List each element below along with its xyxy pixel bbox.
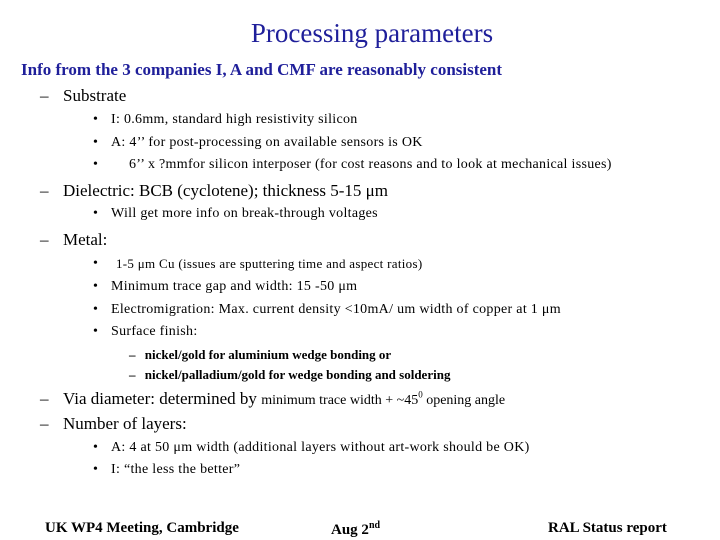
- footer-report: RAL Status report: [548, 520, 667, 536]
- metal-bullet-4: • Surface finish:: [93, 324, 198, 339]
- substrate-bullet-2: • A: 4’’ for post-processing on available sensors is OK: [93, 135, 423, 150]
- bullet-marker: •: [93, 135, 99, 150]
- dielectric-bullet-1: • Will get more info on break-through voltages: [93, 206, 378, 221]
- layers-bullet-1: • A: 4 at 50 μm width (additional layers without art-work should be OK): [93, 440, 530, 455]
- metal-bullet-3: • Electromigration: Max. current density <10mA/ um width of copper at 1 μm: [93, 302, 561, 317]
- substrate-bullet-3: • 6’’ x ?mmfor silicon interposer (for cost reasons and to look at mechanical issues): [93, 157, 612, 172]
- dash-marker: –: [40, 86, 49, 105]
- layers-heading: – Number of layers:: [40, 414, 187, 433]
- finish-item-1: – nickel/gold for aluminium wedge bonding or: [129, 347, 392, 362]
- layers-bullet-2: • I: “the less the better”: [93, 462, 241, 477]
- metal-bullet-2: • Minimum trace gap and width: 15 -50 μm: [93, 279, 358, 294]
- metal-heading: – Metal:: [40, 230, 108, 249]
- via-heading: – Via diameter: determined by minimum trace width + $\sim 45^0$ opening angle: [40, 389, 506, 408]
- metal-bullet-1: • 1-5 μm Cu (issues are sputtering time and aspect ratios): [93, 256, 423, 271]
- finish-item-2: – nickel/palladium/gold for wedge bonding and soldering: [129, 367, 451, 382]
- intro-line: Info from the 3 companies I, A and CMF are reasonably consistent: [21, 60, 503, 79]
- substrate-heading: – Substrate: [40, 86, 127, 105]
- bullet-marker: •: [93, 112, 99, 127]
- slide-title: Processing parameters: [250, 18, 494, 48]
- dielectric-heading: – Dielectric: BCB (cyclotene); thickness 5-15 μm: [40, 181, 388, 200]
- footer-date: Aug 2nd: [331, 520, 381, 538]
- via-detail: minimum trace width + ~45: [261, 393, 419, 408]
- bullet-marker: •: [93, 157, 99, 172]
- substrate-bullet-1: • I: 0.6mm, standard high resistivity silicon: [93, 112, 358, 127]
- footer-meeting: UK WP4 Meeting, Cambridge: [45, 520, 239, 536]
